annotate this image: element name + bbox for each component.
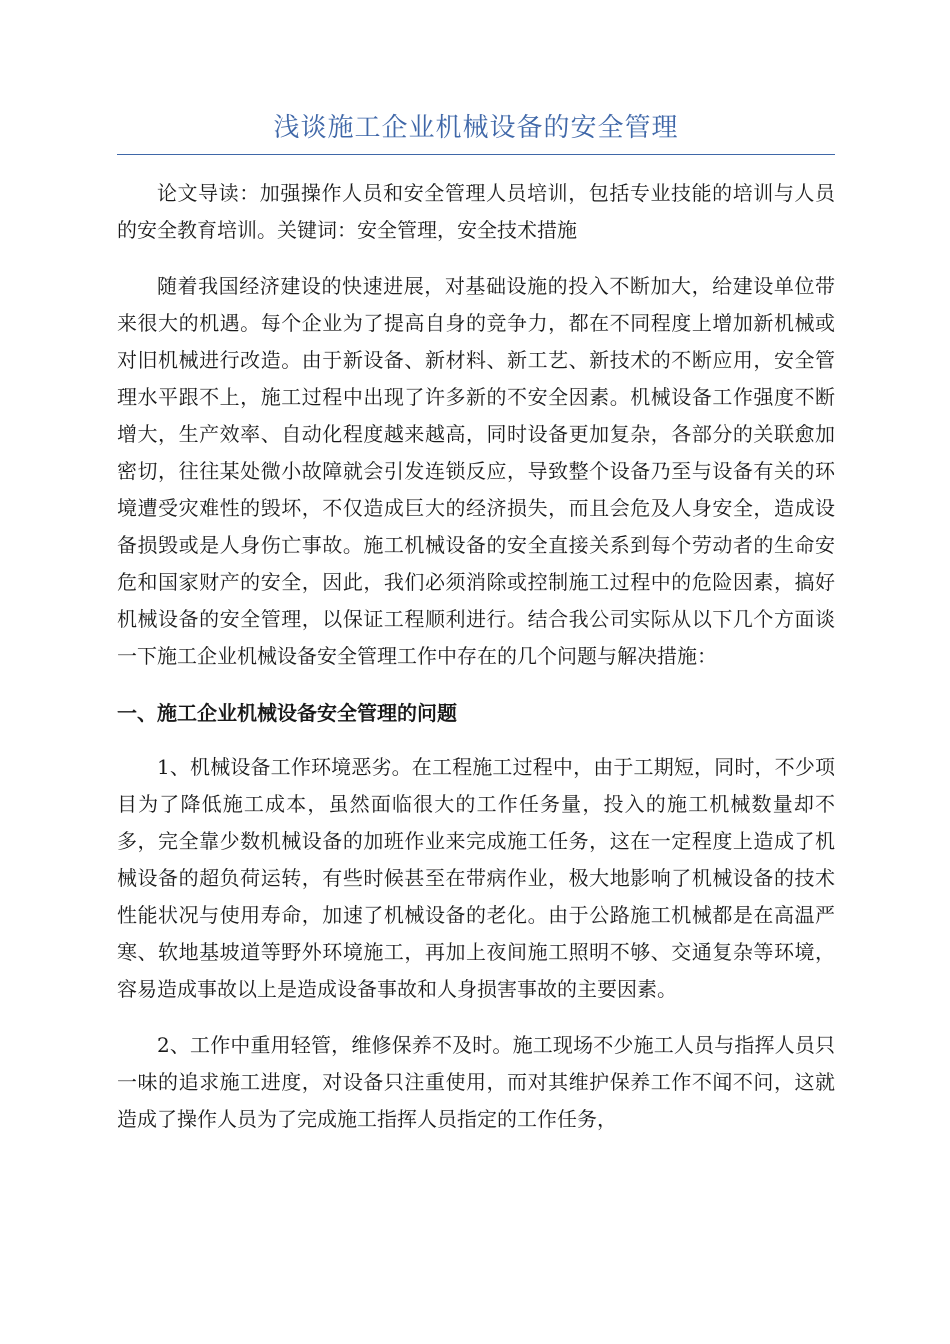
point-2-paragraph: 2、工作中重用轻管，维修保养不及时。施工现场不少施工人员与指挥人员只一味的追求施工进度，对设备只注重使用，而对其维护保养工作不闻不问，这就造成了操作人员为了完成施工指挥人员指定的工作任务， — [117, 1033, 835, 1131]
document-title: 浅谈施工企业机械设备的安全管理 — [273, 113, 679, 143]
point-1-paragraph: 1、机械设备工作环境恶劣。在工程施工过程中，由于工期短，同时，不少项目为了降低施工成本，虽然面临很大的工作任务量，投入的施工机械数量却不多，完全靠少数机械设备的加班作业来完成施工任务，这在一定程度上造成了机械设备的超负荷运转，有些时候甚至在带病作业，极大地影响了机械设备的技术性能状况与使用寿命，加速了机械设备的老化。由于公路施工机械都是在高温严寒、软地基坡道等野外环境施工，再加上夜间施工照明不够、交通复杂等环境，容易造成事故以上是造成设备事故和人身损害事故的主要因素。 — [117, 755, 835, 1001]
intro-paragraph: 随着我国经济建设的快速进展，对基础设施的投入不断加大，给建设单位带来很大的机遇。每个企业为了提高自身的竞争力，都在不同程度上增加新机械或对旧机械进行改造。由于新设备、新材料、新工艺、新技术的不断应用，安全管理水平跟不上，施工过程中出现了许多新的不安全因素。机械设备工作强度不断增大，生产效率、自动化程度越来越高，同时设备更加复杂，各部分的关联愈加密切，往往某处微小故障就会引发连锁反应，导致整个设备乃至与设备有关的环境遭受灾难性的毁坏，不仅造成巨大的经济损失，而且会危及人身安全，造成设备损毁或是人身伤亡事故。施工机械设备的安全直接关系到每个劳动者的生命安危和国家财产的安全，因此，我们必须消除或控制施工过程中的危险因素，搞好机械设备的安全管理，以保证工程顺利进行。结合我公司实际从以下几个方面谈一下施工企业机械设备安全管理工作中存在的几个问题与解决措施： — [117, 274, 835, 668]
abstract-paragraph: 论文导读：加强操作人员和安全管理人员培训，包括专业技能的培训与人员的安全教育培训。关键词：安全管理，安全技术措施 — [117, 181, 835, 242]
section-heading: 一、施工企业机械设备安全管理的问题 — [117, 701, 457, 725]
document-page — [117, 108, 835, 1138]
title-underline — [117, 154, 835, 155]
